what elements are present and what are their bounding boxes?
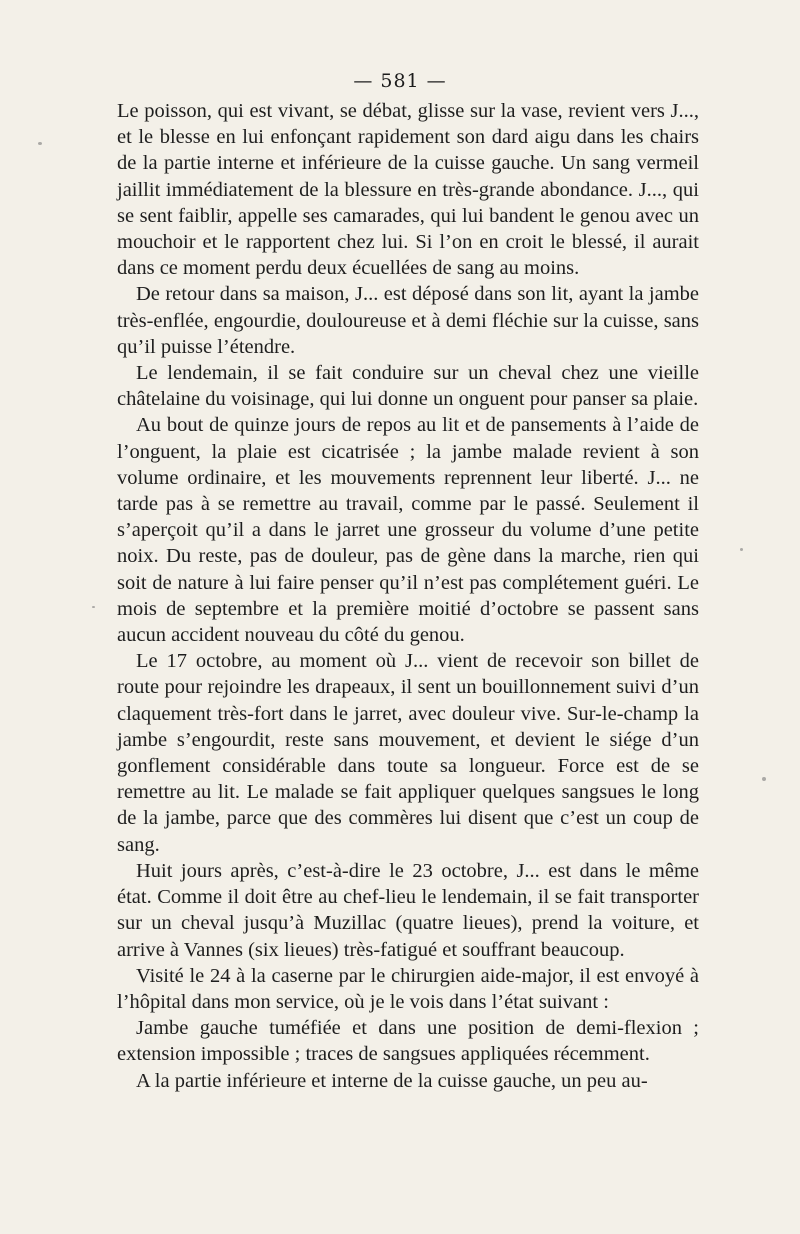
paragraph-4: Au bout de quinze jours de repos au lit et de pansements à l’aide de l’onguent, la plaie est cicatrisée ; la jambe malade revient à son volume ordinaire, et les mouvements reprennent leur liberté. J... ne tarde pas à se remettre au travail, comme par le passé. Seulement il s’aperçoit qu’il a dans le jarret une grosseur du volume d’une petite noix. Du reste, pas de douleur, pas de gène dans la marche, rien qui soit de nature à lui faire penser qu’il n’est pas complétement guéri. Le mois de septembre et la première moitié d’octobre se passent sans aucun accident nouveau du côté du genou. bbox=[117, 414, 699, 647]
paragraph-2: De retour dans sa maison, J... est déposé dans son lit, ayant la jambe très-enflée, engourdie, douloureuse et à demi fléchie sur la cuisse, sans qu’il puisse l’étendre. bbox=[117, 283, 699, 358]
scan-speck bbox=[92, 606, 95, 608]
paragraph-8: Jambe gauche tuméfiée et dans une position de demi-flexion ; extension impossible ; traces de sangsues appliquées récemment. bbox=[117, 1017, 699, 1066]
page-number: — 581 — bbox=[353, 70, 447, 92]
paragraph-1: Le poisson, qui est vivant, se débat, glisse sur la vase, revient vers J..., et le blesse en lui enfonçant rapidement son dard aigu dans les chairs de la partie interne et inférieure de la cuisse gauche. Un sang vermeil jaillit immédiatement de la blessure en très-grande abondance. J..., qui se sent faiblir, appelle ses camarades, qui lui bandent le genou avec un mouchoir et le rapportent chez lui. Si l’on en croit le blessé, il aurait dans ce moment perdu deux écuellées de sang au moins. bbox=[117, 100, 699, 280]
body-text bbox=[117, 98, 699, 1094]
scan-speck bbox=[38, 142, 42, 145]
scan-speck bbox=[740, 548, 743, 551]
paragraph-9: A la partie inférieure et interne de la cuisse gauche, un peu au- bbox=[136, 1069, 648, 1092]
paragraph-7: Visité le 24 à la caserne par le chirurgien aide-major, il est envoyé à l’hôpital dans mon service, où je le vois dans l’état suivant : bbox=[117, 964, 699, 1013]
scan-speck bbox=[762, 777, 766, 781]
paragraph-3: Le lendemain, il se fait conduire sur un cheval chez une vieille châtelaine du voisinage, qui lui donne un onguent pour panser sa plaie. bbox=[117, 362, 699, 411]
paragraph-5: Le 17 octobre, au moment où J... vient de recevoir son billet de route pour rejoindre les drapeaux, il sent un bouillonnement suivi d’un claquement très-fort dans le jarret, avec douleur vive. Sur-le-champ la jambe s’engourdit, reste sans mouvement, et devient le siége d’un gonflement considérable dans toute sa longueur. Force est de se remettre au lit. Le malade se fait appliquer quelques sangsues le long de la jambe, parce que des commères lui disent que c’est un coup de sang. bbox=[117, 650, 699, 856]
paragraph-6: Huit jours après, c’est-à-dire le 23 octobre, J... est dans le même état. Comme il doit être au chef-lieu le lendemain, il se fait transporter sur un cheval jusqu’à Muzillac (quatre lieues), prend la voiture, et arrive à Vannes (six lieues) très-fatigué et souffrant beaucoup. bbox=[117, 859, 699, 961]
